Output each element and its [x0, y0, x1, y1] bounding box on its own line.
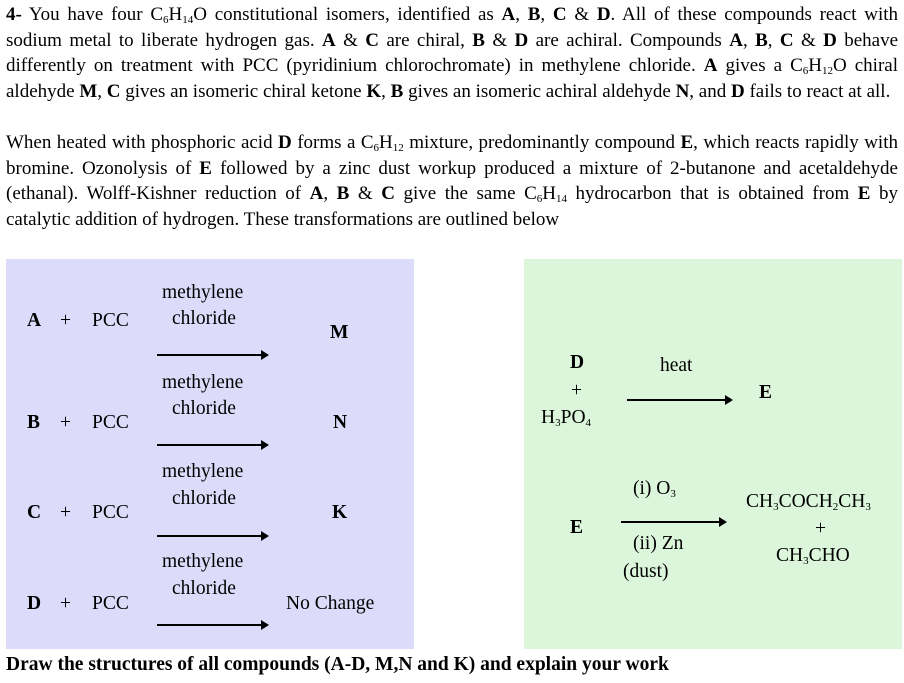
zinc-condition-label: (ii) Zn: [633, 533, 684, 554]
reaction-arrow: [157, 444, 263, 446]
reagent-chloride-label: chloride: [172, 308, 236, 329]
dehydration-ozonolysis-panel: [524, 259, 902, 649]
plus-sign: +: [571, 380, 582, 401]
reagent-pcc: PCC: [92, 593, 129, 614]
reagent-methylene-label: methylene: [162, 461, 244, 482]
reagent-pcc: PCC: [92, 412, 129, 433]
reaction-arrow: [157, 354, 263, 356]
reagent-chloride-label: chloride: [172, 488, 236, 509]
dust-condition-label: (dust): [623, 561, 669, 582]
reactant-d: D: [27, 593, 42, 614]
reactant-e: E: [570, 517, 584, 538]
product-2-butanone: $CH_3COCH_2CH_3$: [746, 491, 871, 513]
product-acetaldehyde: $CH_3CHO$: [776, 545, 850, 567]
reactant-d: D: [570, 352, 585, 373]
reaction-arrow: [157, 624, 263, 626]
product-e: E: [759, 382, 773, 403]
product-n: N: [333, 412, 348, 433]
reactant-b: B: [27, 412, 41, 433]
product-k: K: [332, 502, 348, 523]
reactant-a: A: [27, 310, 42, 331]
reagent-methylene-label: methylene: [162, 372, 244, 393]
reagent-chloride-label: chloride: [172, 578, 236, 599]
plus-sign: +: [815, 518, 826, 539]
reaction-arrow: [621, 521, 721, 523]
plus-sign: +: [60, 502, 71, 523]
heat-condition-label: heat: [660, 355, 693, 376]
plus-sign: +: [60, 412, 71, 433]
reagent-pcc: PCC: [92, 502, 129, 523]
phosphoric-acid-label: $H_3PO_4$: [541, 407, 592, 429]
plus-sign: +: [60, 310, 71, 331]
reagent-chloride-label: chloride: [172, 398, 236, 419]
ozone-condition-label: (i) $O_3$: [633, 478, 676, 500]
problem-paragraph-1: 4- You have four $C_6H_{14}O$ constitutional isomers, identified as A, B, C & D. All of these compounds react with sodium metal to liberate hydrogen gas. A & C are chiral, B & D are achiral. Compounds A, B, C & D behave differently on treatment with PCC (pyridinium chlorochromate) in methylene chloride. A gives a $C_6H_{12}O$ chiral aldehyde M, C gives an isomeric chiral ketone K, B gives an isomeric achiral aldehyde N, and D fails to react at all.: [6, 4, 899, 102]
problem-paragraph-2: When heated with phosphoric acid D forms a $C_6H_{12}$ mixture, predominantly compound E, which reacts rapidly with bromine. Ozonolysis of E followed by a zinc dust workup produced a mixture of 2-butanone and acetaldehyde (ethanal). Wolff-Kishner reduction of A, B & C give the same $C_6H_{14}$ hydrocarbon that is obtained from E by catalytic addition of hydrogen. These transformations are outlined below: [6, 132, 898, 230]
plus-sign: +: [60, 593, 71, 614]
reaction-arrow: [627, 399, 727, 401]
reactant-c: C: [27, 502, 42, 523]
reagent-methylene-label: methylene: [162, 551, 244, 572]
reaction-arrow: [157, 535, 263, 537]
reagent-methylene-label: methylene: [162, 282, 244, 303]
reagent-pcc: PCC: [92, 310, 129, 331]
product-m: M: [330, 322, 349, 343]
question-instruction: Draw the structures of all compounds (A-D, M,N and K) and explain your work: [6, 654, 669, 675]
no-change-label: No Change: [286, 593, 375, 614]
